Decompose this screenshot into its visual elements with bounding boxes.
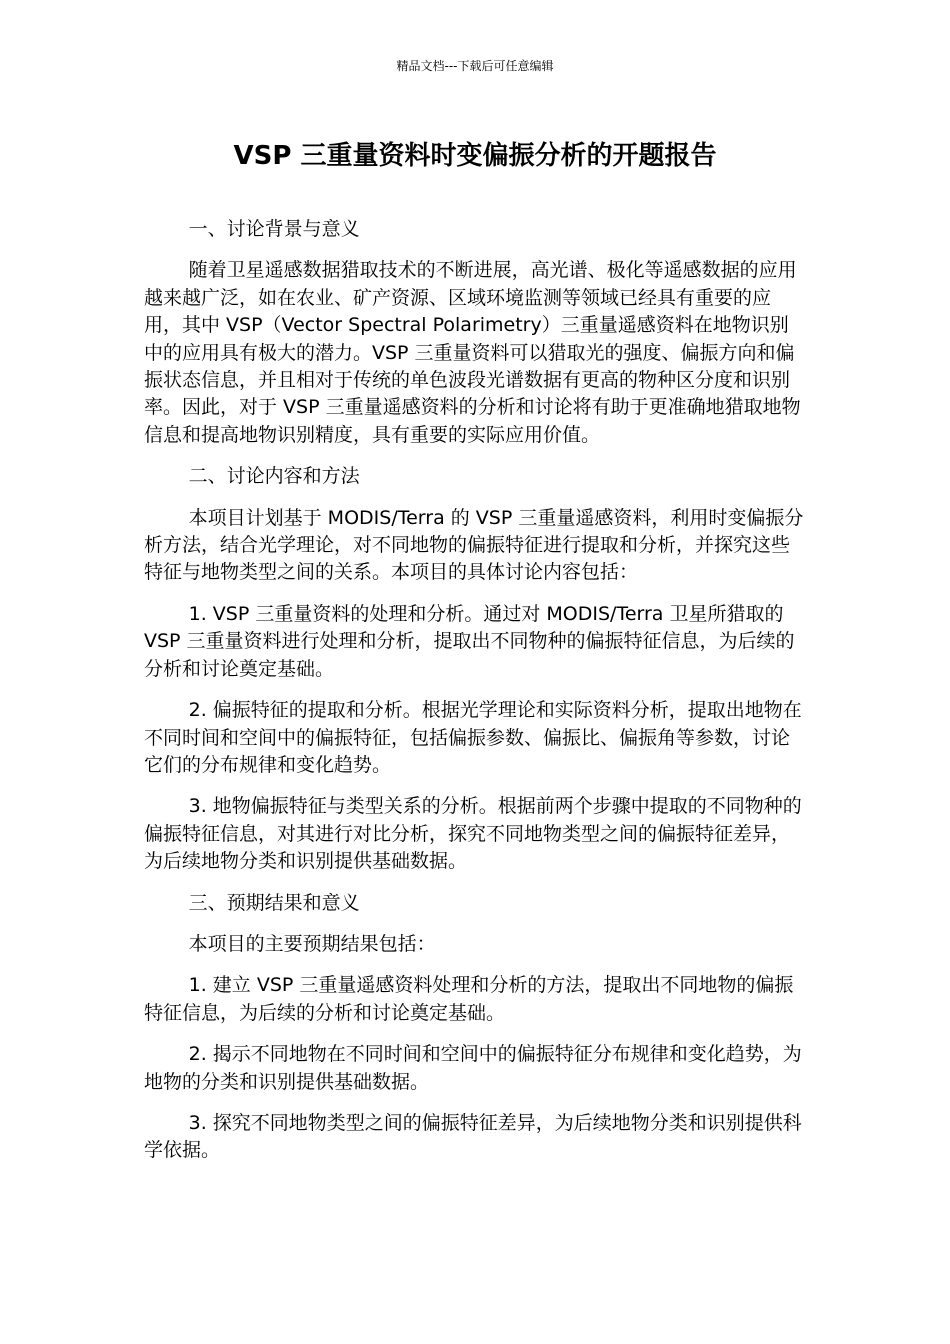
document-body	[144, 216, 806, 1179]
section-heading-background: 一、讨论背景与意义	[188, 218, 360, 240]
section-heading-expected-results: 三、预期结果和意义	[188, 891, 360, 914]
list-item-content-3: 3. 地物偏振特征与类型关系的分析。根据前两个步骤中提取的不同物种的偏振特征信息，对其进行对比分析，探究不同地物类型之间的偏振特征差异，为后续地物分类和识别提供基础数据。	[144, 795, 802, 873]
list-item-content-1: 1. VSP 三重量资料的处理和分析。通过对 MODIS/Terra 卫星所猎取的 VSP 三重量资料进行处理和分析，提取出不同物种的偏振特征信息，为后续的分析和讨论奠定基础。	[144, 602, 795, 680]
list-item-result-2: 2. 揭示不同地物在不同时间和空间中的偏振特征分布规律和变化趋势，为地物的分类和识别提供基础数据。	[144, 1043, 802, 1093]
paragraph-results-intro: 本项目的主要预期结果包括：	[188, 932, 436, 955]
list-item-result-1: 1. 建立 VSP 三重量遥感资料处理和分析的方法，提取出不同地物的偏振特征信息，为后续的分析和讨论奠定基础。	[144, 974, 794, 1024]
paragraph-background: 随着卫星遥感数据猎取技术的不断进展，高光谱、极化等遥感数据的应用越来越广泛，如在农业、矿产资源、区域环境监测等领域已经具有重要的应用，其中 VSP（Vector Spectral Polarimetry）三重量遥感资料在地物识别中的应用具有极大的潜力。VSP 三重量资料可以猎取光的强度、偏振方向和偏振状态信息，并且相对于传统的单色波段光谱数据有更高的物种区分度和识别率。因此，对于 VSP 三重量遥感资料的分析和讨论将有助于更准确地猎取地物信息和提高地物识别精度，具有重要的实际应用价值。	[144, 259, 801, 446]
list-item-content-2: 2. 偏振特征的提取和分析。根据光学理论和实际资料分析，提取出地物在不同时间和空间中的偏振特征，包括偏振参数、偏振比、偏振角等参数，讨论它们的分布规律和变化趋势。	[144, 699, 802, 776]
paragraph-content-intro: 本项目计划基于 MODIS/Terra 的 VSP 三重量遥感资料，利用时变偏振分析方法，结合光学理论，对不同地物的偏振特征进行提取和分析，并探究这些特征与地物类型之间的关系。本项目的具体讨论内容包括：	[144, 506, 804, 584]
document-title: VSP 三重量资料时变偏振分析的开题报告	[233, 141, 717, 171]
list-item-result-3: 3. 探究不同地物类型之间的偏振特征差异，为后续地物分类和识别提供科学依据。	[144, 1111, 802, 1162]
section-heading-content-methods: 二、讨论内容和方法	[188, 465, 360, 488]
page-header: 精品文档---下载后可任意编辑	[396, 59, 554, 73]
